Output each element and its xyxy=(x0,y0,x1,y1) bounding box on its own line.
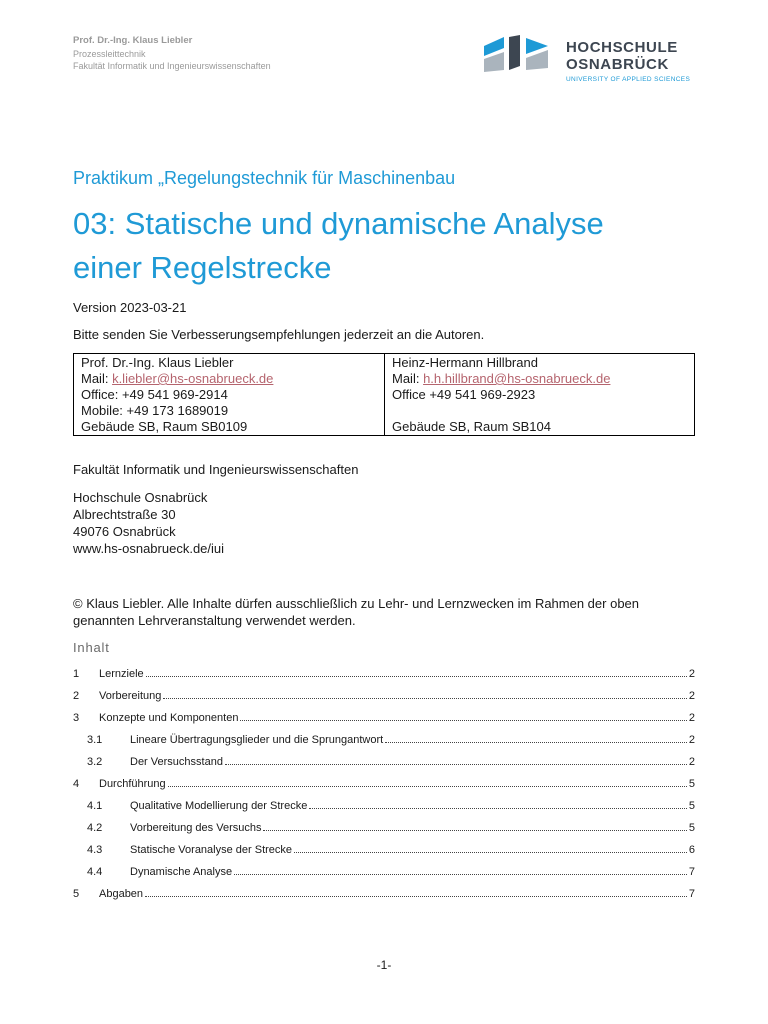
mail-label: Mail: xyxy=(392,371,424,386)
author-mobile: Mobile: +49 173 1689019 xyxy=(81,403,229,418)
toc-entry-number: 3.2 xyxy=(87,756,103,768)
title-line1: 03: Statische und dynamische Analyse xyxy=(73,206,604,241)
address-line3: 49076 Osnabrück xyxy=(73,524,176,539)
toc-entry-page: 5 xyxy=(688,778,695,790)
toc-entry-page: 6 xyxy=(688,844,695,856)
address-block xyxy=(73,489,224,557)
toc-dot-leader xyxy=(146,676,687,677)
logo-line2: OSNABRÜCK xyxy=(566,56,669,73)
address-website: www.hs-osnabrueck.de/iui xyxy=(73,541,225,556)
author-name: Prof. Dr.-Ing. Klaus Liebler xyxy=(81,355,234,370)
toc-entry-number: 1 xyxy=(73,668,80,680)
toc-entry-number: 4 xyxy=(73,778,80,790)
toc-entry[interactable] xyxy=(73,818,695,834)
header-author: Prof. Dr.-Ing. Klaus Liebler xyxy=(73,35,193,46)
toc-entry-label: Der Versuchsstand xyxy=(130,756,223,768)
version: Version 2023-03-21 xyxy=(73,300,187,315)
header-faculty: Fakultät Informatik und Ingenieurswissenschaften xyxy=(73,61,271,71)
toc-entry-page: 2 xyxy=(688,690,695,702)
document-subtitle: Praktikum „Regelungstechnik für Maschinenbau xyxy=(73,168,456,188)
toc-entry-page: 2 xyxy=(688,712,695,724)
author-name: Heinz-Hermann Hillbrand xyxy=(392,355,538,370)
toc-entry-label: Lineare Übertragungsglieder und die Sprungantwort xyxy=(130,734,384,746)
logo-subline: UNIVERSITY OF APPLIED SCIENCES xyxy=(566,76,691,83)
toc-dot-leader xyxy=(263,830,686,831)
toc-heading: Inhalt xyxy=(73,640,110,655)
author-mail-link[interactable]: k.liebler@hs-osnabrueck.de xyxy=(112,371,274,386)
author-office: Office +49 541 969-2923 xyxy=(392,387,536,402)
author-mail-line xyxy=(81,371,384,387)
toc-entry-label: Konzepte und Komponenten xyxy=(99,712,239,724)
empty-line xyxy=(392,403,694,419)
authors-table xyxy=(73,353,695,436)
toc-entry-label: Statische Voranalyse der Strecke xyxy=(130,844,293,856)
author-room: Gebäude SB, Raum SB104 xyxy=(392,419,551,434)
address-line1: Hochschule Osnabrück xyxy=(73,490,208,505)
toc-entry-number: 4.1 xyxy=(87,800,103,812)
toc-entry-page: 2 xyxy=(688,668,695,680)
toc-entry-number: 3 xyxy=(73,712,80,724)
title-line2: einer Regelstrecke xyxy=(73,250,332,285)
faculty-name: Fakultät Informatik und Ingenieurswissenschaften xyxy=(73,462,359,477)
toc-entry-page: 2 xyxy=(688,734,695,746)
toc-entry-number: 2 xyxy=(73,690,80,702)
toc-entry-label: Lernziele xyxy=(99,668,144,680)
toc-entry-page: 5 xyxy=(688,822,695,834)
toc-dot-leader xyxy=(225,764,687,765)
toc-entry-label: Durchführung xyxy=(99,778,166,790)
toc-dot-leader xyxy=(240,720,686,721)
toc-entry-page: 7 xyxy=(688,866,695,878)
feedback-request: Bitte senden Sie Verbesserungsempfehlungen jederzeit an die Autoren. xyxy=(73,327,485,342)
toc-entry-page: 7 xyxy=(688,888,695,900)
toc-dot-leader xyxy=(163,698,686,699)
toc-entry[interactable] xyxy=(73,862,695,878)
toc-dot-leader xyxy=(294,852,687,853)
copyright-notice: © Klaus Liebler. Alle Inhalte dürfen ausschließlich zu Lehr- und Lernzwecken im Rahmen der oben genannten Lehrveranstaltung verwendet werden. xyxy=(73,596,640,628)
toc-entry-number: 4.4 xyxy=(87,866,103,878)
toc-entry[interactable] xyxy=(73,774,695,790)
document-title xyxy=(73,202,604,290)
toc-entry-number: 4.3 xyxy=(87,844,103,856)
author-mail-line xyxy=(392,371,694,387)
toc-entry-label: Qualitative Modellierung der Strecke xyxy=(130,800,308,812)
toc-dot-leader xyxy=(309,808,687,809)
toc-dot-leader xyxy=(385,742,687,743)
toc-entry[interactable] xyxy=(73,686,695,702)
toc-entry[interactable] xyxy=(73,752,695,768)
header-department: Prozessleittechnik xyxy=(73,48,146,59)
mail-label: Mail: xyxy=(81,371,113,386)
author-mail-link[interactable]: h.h.hillbrand@hs-osnabrueck.de xyxy=(423,371,611,386)
logo-line1: HOCHSCHULE xyxy=(566,39,678,56)
page-number: -1- xyxy=(376,958,392,972)
page-header xyxy=(73,35,271,73)
toc-entry[interactable] xyxy=(73,730,695,746)
address-line2: Albrechtstraße 30 xyxy=(73,507,176,522)
toc-entry-page: 2 xyxy=(688,756,695,768)
toc-dot-leader xyxy=(145,896,687,897)
toc-dot-leader xyxy=(168,786,687,787)
toc-entry-page: 5 xyxy=(688,800,695,812)
university-logo xyxy=(482,34,702,88)
toc-entry-label: Dynamische Analyse xyxy=(130,866,233,878)
author-room: Gebäude SB, Raum SB0109 xyxy=(81,419,248,434)
toc-entry-label: Abgaben xyxy=(99,888,144,900)
author-cell-2 xyxy=(384,354,694,435)
toc-entry[interactable] xyxy=(73,840,695,856)
toc-entry-number: 5 xyxy=(73,888,80,900)
toc-dot-leader xyxy=(234,874,687,875)
toc-entry[interactable] xyxy=(73,796,695,812)
toc-entry-number: 4.2 xyxy=(87,822,103,834)
author-office: Office: +49 541 969-2914 xyxy=(81,387,228,402)
author-cell-1 xyxy=(74,354,384,435)
toc-entry-label: Vorbereitung xyxy=(99,690,162,702)
toc-entry[interactable] xyxy=(73,664,695,680)
toc-entry-label: Vorbereitung des Versuchs xyxy=(130,822,262,834)
logo-cube-icon xyxy=(482,34,552,74)
toc-entry[interactable] xyxy=(73,708,695,724)
toc-entry[interactable] xyxy=(73,884,695,900)
toc-entry-number: 3.1 xyxy=(87,734,103,746)
